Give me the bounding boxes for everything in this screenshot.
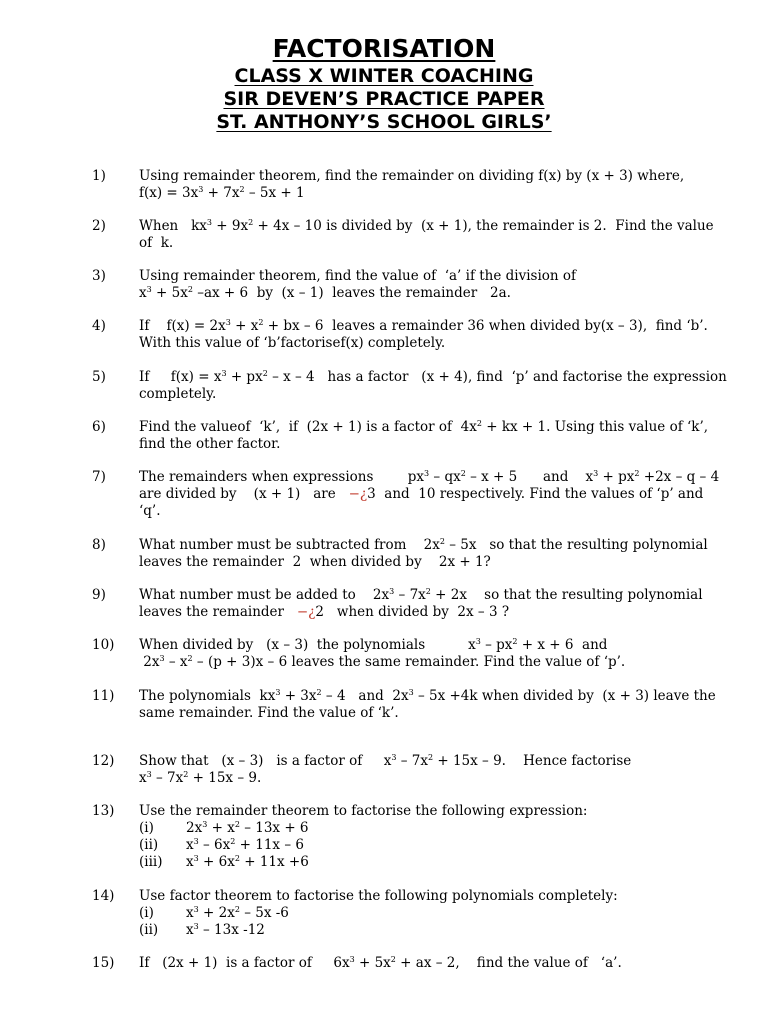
question-number: 2) bbox=[92, 218, 106, 234]
sub-question-i: (i) $x^3 + 2x^2 - 5x$ -6 bbox=[139, 905, 289, 921]
question-text: $2x^3 - x^2 - (p + 3)x - 6$ leaves the same remainder. Find the value of ‘p’. bbox=[139, 654, 626, 670]
subtitle-school: ST. ANTHONY’S SCHOOL GIRLS’ bbox=[216, 111, 552, 133]
question-text: $f(x) = 3x^3 + 7x^2 - 5x + 1$ bbox=[139, 185, 305, 201]
question-text: Find the valueof ‘k’, if (2x + 1) is a factor of $4x^2$ + kx + 1. Using this value of ‘k’, bbox=[139, 419, 709, 435]
question-text: With this value of ‘b’factorisef(x) completely. bbox=[139, 335, 446, 351]
sub-question-ii: (ii) $x^3 - 6x^2 + 11x - 6$ bbox=[139, 837, 304, 853]
question-text: leaves the remainder −¿2 when divided by 2x – 3 ? bbox=[139, 604, 510, 620]
subtitle-paper: SIR DEVEN’S PRACTICE PAPER bbox=[223, 88, 545, 110]
question-number: 13) bbox=[92, 803, 115, 819]
question-text: If (2x + 1) is a factor of $6x^3 + 5x^2$ + ax – 2, find the value of ‘a’. bbox=[139, 955, 622, 971]
question-text: The polynomials $kx^3 + 3x^2 - 4$ and $2x^3 - 5x +4k$ when divided by (x + 3) leave the bbox=[139, 688, 716, 704]
sub-question-ii: (ii) $x^3 - 13x$ -12 bbox=[139, 922, 265, 938]
question-number: 10) bbox=[92, 637, 115, 653]
question-text: When divided by (x – 3) the polynomials $x^3 - px^2 + x + 6$ and bbox=[139, 637, 608, 653]
question-text: Using remainder theorem, find the remainder on dividing f(x) by (x + 3) where, bbox=[139, 168, 685, 184]
question-text: ‘q’. bbox=[139, 503, 161, 519]
sub-question-iii: (iii) $x^3 + 6x^2 + 11x +6$ bbox=[139, 854, 309, 870]
question-number: 9) bbox=[92, 587, 106, 603]
question-number: 12) bbox=[92, 753, 115, 769]
question-number: 7) bbox=[92, 469, 106, 485]
question-text: If $f(x) = x^3 + px^2 - x - 4$ has a factor (x + 4), find ‘p’ and factorise the expression bbox=[139, 369, 727, 385]
question-text: Using remainder theorem, find the value of ‘a’ if the division of bbox=[139, 268, 577, 284]
question-text: $x^3 + 5x^2$ –ax + 6 by (x – 1) leaves the remainder 2a. bbox=[139, 285, 511, 301]
question-text: What number must be added to $2x^3 - 7x^2 + 2x$ so that the resulting polynomial bbox=[139, 587, 703, 603]
question-text: of k. bbox=[139, 235, 174, 251]
question-text: If $f(x) = 2x^3 + x^2$ + bx – 6 leaves a remainder 36 when divided by(x – 3), find ‘b’. bbox=[139, 318, 708, 334]
question-number: 1) bbox=[92, 168, 106, 184]
question-number: 14) bbox=[92, 888, 115, 904]
sub-question-i: (i) $2x^3 + x^2 - 13x + 6$ bbox=[139, 820, 309, 836]
question-number: 5) bbox=[92, 369, 106, 385]
question-text: What number must be subtracted from $2x^2 - 5x$ so that the resulting polynomial bbox=[139, 537, 708, 553]
subtitle-class: CLASS X WINTER COACHING bbox=[234, 65, 534, 87]
question-text: completely. bbox=[139, 386, 217, 402]
question-text: The remainders when expressions $px^3 - qx^2 - x + 5$ and $x^3 + px^2 +2x - q - 4$ bbox=[139, 469, 720, 485]
question-text: Use the remainder theorem to factorise the following expression: bbox=[139, 803, 588, 819]
question-text: leaves the remainder 2 when divided by 2x + 1? bbox=[139, 554, 491, 570]
question-text: find the other factor. bbox=[139, 436, 281, 452]
question-text: $x^3 - 7x^2 + 15x - 9$. bbox=[139, 770, 262, 786]
question-number: 15) bbox=[92, 955, 115, 971]
question-text: same remainder. Find the value of ‘k’. bbox=[139, 705, 399, 721]
page-title: FACTORISATION bbox=[272, 34, 496, 63]
question-text: When $kx^3 + 9x^2 + 4x - 10$ is divided by (x + 1), the remainder is 2. Find the value bbox=[139, 218, 714, 234]
question-text: are divided by (x + 1) are −¿3 and 10 respectively. Find the values of ‘p’ and bbox=[139, 486, 704, 502]
question-number: 6) bbox=[92, 419, 106, 435]
question-text: Use factor theorem to factorise the following polynomials completely: bbox=[139, 888, 618, 904]
question-number: 3) bbox=[92, 268, 106, 284]
question-number: 8) bbox=[92, 537, 106, 553]
question-number: 4) bbox=[92, 318, 106, 334]
question-text: Show that (x – 3) is a factor of $x^3 - 7x^2 + 15x - 9$. Hence factorise bbox=[139, 753, 632, 769]
question-number: 11) bbox=[92, 688, 115, 704]
